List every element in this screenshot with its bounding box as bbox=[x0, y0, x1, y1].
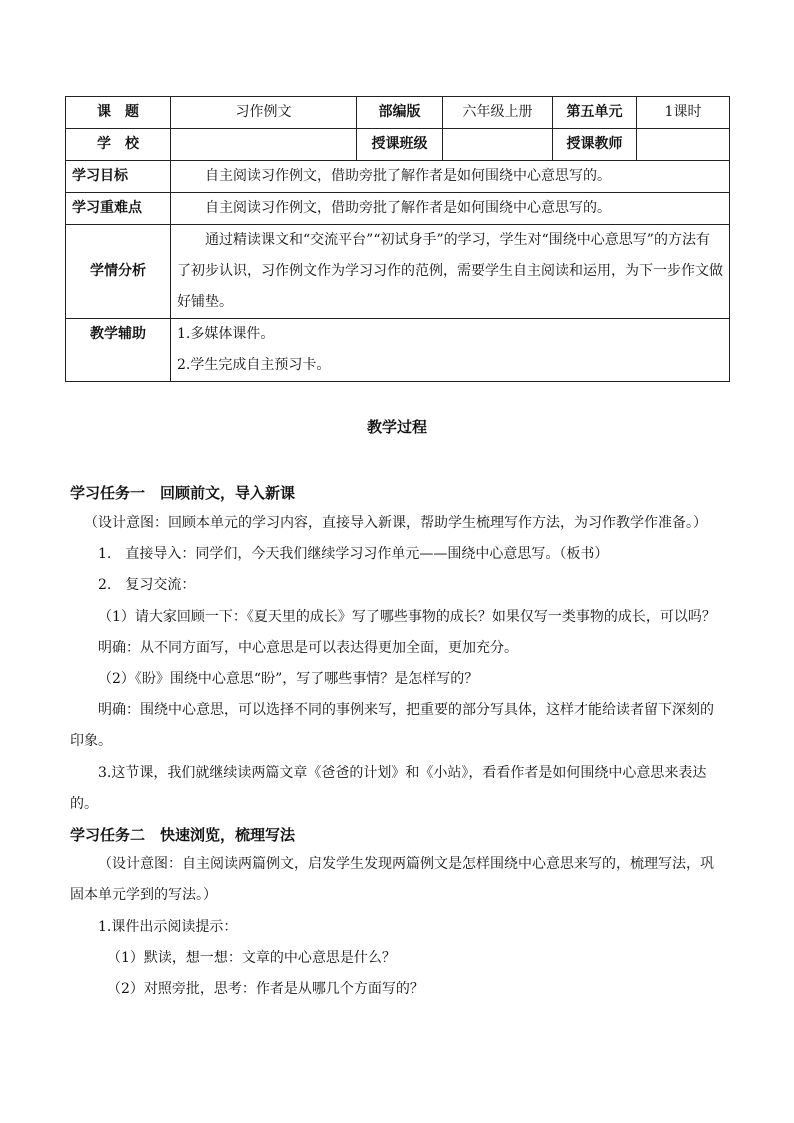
task1-p3: 3.这节课，我们就继续读两篇文章《爸爸的计划》和《小站》，看看作者是如何围绕中心意思来表达的。 bbox=[70, 765, 707, 812]
analysis-cell bbox=[171, 225, 730, 319]
aux-label: 教学辅助 bbox=[66, 319, 171, 382]
lesson-label: 课 题 bbox=[66, 97, 171, 129]
class-value bbox=[443, 129, 553, 161]
key-label: 学习重难点 bbox=[66, 193, 171, 225]
task1-p1: 1. 直接导入：同学们，今天我们继续学习习作单元——围绕中心意思写。（板书） bbox=[98, 546, 609, 562]
task2-design: （设计意图：自主阅读两篇例文，启发学生发现两篇例文是怎样围绕中心意思来写的，梳理写法，巩固本单元学到的写法。） bbox=[70, 856, 714, 903]
table-row-lesson bbox=[66, 97, 730, 129]
task1-a1: 明确：从不同方面写，中心意思是可以表达得更加全面，更加充分。 bbox=[98, 640, 518, 656]
task1-q1: （1）请大家回顾一下：《夏天里的成长》写了哪些事物的成长？如果仅写一类事物的成长，可以吗？ bbox=[98, 609, 716, 625]
table-row-goal bbox=[66, 161, 730, 193]
task1-a2: 明确：围绕中心意思，可以选择不同的事例来写，把重要的部分写具体，这样才能给读者留下深刻的印象。 bbox=[70, 702, 714, 749]
aux-cell bbox=[171, 319, 730, 382]
unit-cell: 第五单元 bbox=[553, 97, 637, 129]
process-title: 教学过程 bbox=[366, 418, 427, 436]
table-row-analysis bbox=[66, 225, 730, 319]
task2-title: 学习任务二 快速浏览，梳理写法 bbox=[70, 826, 296, 844]
task2-p1: 1.课件出示阅读提示： bbox=[98, 919, 238, 935]
edition-cell: 部编版 bbox=[357, 97, 443, 129]
task1-p2: 2. 复习交流： bbox=[98, 577, 196, 593]
hours-cell: 1课时 bbox=[637, 97, 730, 129]
table-row-key bbox=[66, 193, 730, 225]
lesson-info-table bbox=[65, 96, 730, 382]
table-row-aux bbox=[66, 319, 730, 382]
task1-q2: （2）《盼》围绕中心意思“盼”，写了哪些事情？是怎样写的？ bbox=[98, 671, 479, 687]
task1-title: 学习任务一 回顾前文，导入新课 bbox=[70, 484, 296, 502]
school-label: 学 校 bbox=[66, 129, 171, 161]
class-label: 授课班级 bbox=[357, 129, 443, 161]
task2-q1: （1）默读，想一想：文章的中心意思是什么？ bbox=[107, 950, 396, 966]
aux-item: 1.多媒体课件。 bbox=[177, 326, 275, 342]
task1-design: （设计意图：回顾本单元的学习内容，直接导入新课，帮助学生梳理写作方法，为习作教学作准备。） bbox=[84, 515, 707, 531]
analysis-text: 通过精读课文和“交流平台”“初试身手”的学习，学生对“围绕中心意思写”的方法有了初步认识，习作例文作为学习习作的范例，需要学生自主阅读和运用，为下一步作文做好铺垫。 bbox=[177, 232, 723, 310]
teacher-label: 授课教师 bbox=[553, 129, 637, 161]
analysis-label: 学情分析 bbox=[66, 225, 171, 319]
task2-q2: （2）对照旁批，思考：作者是从哪几个方面写的？ bbox=[107, 981, 424, 997]
grade-cell: 六年级上册 bbox=[443, 97, 553, 129]
goal-text: 自主阅读习作例文，借助旁批了解作者是如何围绕中心意思写的。 bbox=[171, 161, 730, 193]
key-text: 自主阅读习作例文，借助旁批了解作者是如何围绕中心意思写的。 bbox=[171, 193, 730, 225]
lesson-title: 习作例文 bbox=[171, 97, 357, 129]
school-value bbox=[171, 129, 357, 161]
teacher-value bbox=[637, 129, 730, 161]
goal-label: 学习目标 bbox=[66, 161, 171, 193]
aux-item: 2.学生完成自主预习卡。 bbox=[177, 357, 331, 373]
table-row-school bbox=[66, 129, 730, 161]
